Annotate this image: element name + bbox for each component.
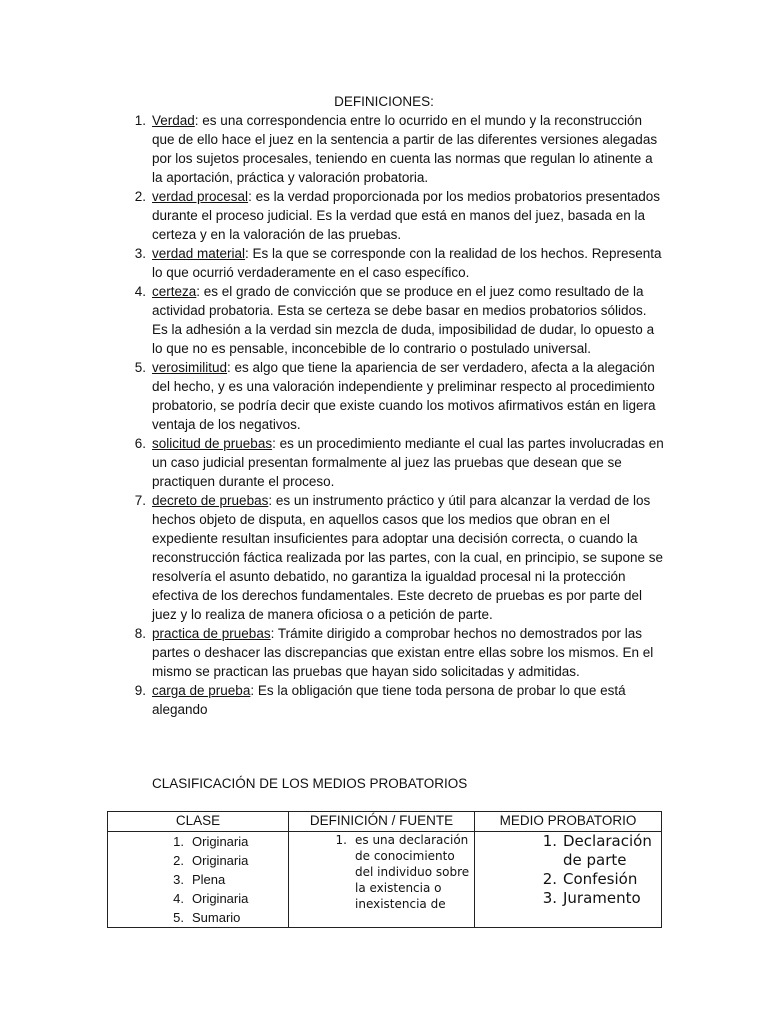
definition-text: : es un procedimiento mediante el cual las partes involucradas en un caso judicial presentan formalmente al juez las pruebas que desean que se practiquen durante el proceso. <box>152 436 664 489</box>
definition-number: 3. <box>134 246 146 261</box>
list-number: 1. <box>542 832 557 850</box>
definition-number: 5. <box>134 360 146 375</box>
list-text: Juramento <box>563 889 641 907</box>
list-text: Originaria <box>192 891 249 906</box>
definition-number: 4. <box>134 284 146 299</box>
list-item <box>168 870 288 889</box>
list-item <box>331 832 470 912</box>
medio-list <box>475 832 661 908</box>
list-item <box>168 851 288 870</box>
definition-text: : es la verdad proporcionada por los medios probatorios presentados durante el proceso judicial. Es la verdad que está en manos del juez, basada en la certeza y en la valoración de las pruebas. <box>152 189 661 242</box>
definicion-box <box>289 832 474 926</box>
definition-term: decreto de pruebas <box>152 493 269 508</box>
document-title: DEFINICIONES: <box>334 94 434 109</box>
table-row <box>108 832 662 928</box>
definition-item <box>126 681 666 719</box>
list-text: Plena <box>192 872 226 887</box>
list-text: Sumario <box>192 910 241 925</box>
list-text: Originaria <box>192 853 249 868</box>
definition-text: : es el grado de convicción que se produce en el juez como resultado de la actividad probatoria. Esta se certeza se debe basar en medios probatorios sólidos. Es la adhesión a la verdad sin mezcla de duda, imposibilidad de dudar, lo opuesto a lo que no es pensable, inconcebible de lo contrario o postulado universal. <box>152 284 655 356</box>
definition-text: : Es la que se corresponde con la realidad de los hechos. Representa lo que ocurrió verdaderamente en el caso específico. <box>152 246 662 280</box>
list-number: 2. <box>542 870 557 888</box>
list-item <box>168 908 288 927</box>
definition-text: : Es la obligación que tiene toda persona de probar lo que está alegando <box>152 683 626 717</box>
definition-number: 1. <box>134 113 146 128</box>
definition-number: 6. <box>134 436 146 451</box>
list-item <box>168 889 288 908</box>
definition-text: : es una correspondencia entre lo ocurrido en el mundo y la reconstrucción que de ello hace el juez en la sentencia a partir de las diferentes versiones alegadas por los sujetos procesales, teniendo en cuenta las normas que regulan lo atinente a la aportación, práctica y valoración probatoria. <box>152 113 658 185</box>
definition-item <box>126 282 666 358</box>
definition-term: solicitud de pruebas <box>152 436 273 451</box>
definition-item <box>126 111 666 187</box>
definition-number: 2. <box>134 189 146 204</box>
definition-term: verdad procesal <box>152 189 249 204</box>
definition-item <box>126 358 666 434</box>
definition-term: Verdad <box>152 113 195 128</box>
list-number: 1. <box>335 833 347 847</box>
definition-item <box>126 187 666 244</box>
definition-text: : es un instrumento práctico y útil para alcanzar la verdad de los hechos objeto de disputa, en aquellos casos que los medios que obran en el expediente resultan insuficientes para adoptar una decisión correcta, o cuando la reconstrucción fáctica realizada por las partes, con la cual, en principio, se supone se resolvería el asunto debatido, no garantiza la igualdad procesal ni la protección efectiva de los derechos fundamentales. Este decreto de pruebas es por parte del juez y lo realiza de manera oficiosa o a petición de parte. <box>152 493 664 622</box>
header-clase: CLASE <box>108 812 289 832</box>
definition-term: certeza <box>152 284 197 299</box>
list-number: 1. <box>173 834 184 849</box>
definition-item <box>126 434 666 491</box>
header-medio: MEDIO PROBATORIO <box>475 812 662 832</box>
definition-term: verdad material <box>152 246 246 261</box>
definitions-list <box>126 111 666 719</box>
cell-medio <box>475 832 662 928</box>
definition-text: : es algo que tiene la apariencia de ser verdadero, afecta a la alegación del hecho, y es una valoración independiente y preliminar respecto al procedimiento probatorio, se podría decir que existe cuando los motivos afirmativos están en ligera ventaja de los negativos. <box>152 360 656 432</box>
definition-number: 9. <box>134 683 146 698</box>
list-item <box>168 832 288 851</box>
definition-text: : Trámite dirigido a comprobar hechos no demostrados por las partes o deshacer las discrepancias que existan entre ellas sobre los mismos. En el mismo se practican las pruebas que hayan sido solicitadas y admitidas. <box>152 626 654 679</box>
definition-number: 8. <box>134 626 146 641</box>
classification-table <box>107 811 662 928</box>
table-header-row <box>108 812 662 832</box>
list-item <box>537 889 657 908</box>
definition-term: verosimilitud <box>152 360 228 375</box>
list-number: 3. <box>173 872 184 887</box>
definicion-list <box>289 832 474 912</box>
definition-term: practica de pruebas <box>152 626 271 641</box>
definition-number: 7. <box>134 493 146 508</box>
list-number: 3. <box>542 889 557 907</box>
list-number: 5. <box>173 910 184 925</box>
definition-item <box>126 491 666 624</box>
list-text: es una declaración de conocimiento del individuo sobre la existencia o inexistencia de <box>355 833 470 911</box>
definition-term: carga de prueba <box>152 683 251 698</box>
header-definicion: DEFINICIÓN / FUENTE <box>289 812 475 832</box>
list-text: Confesión <box>563 870 638 888</box>
list-number: 2. <box>173 853 184 868</box>
list-text: Originaria <box>192 834 249 849</box>
cell-clase <box>108 832 289 928</box>
classification-heading: CLASIFICACIÓN DE LOS MEDIOS PROBATORIOS <box>152 776 468 791</box>
list-number: 4. <box>173 891 184 906</box>
definition-item <box>126 624 666 681</box>
list-item <box>537 832 657 870</box>
list-item <box>537 870 657 889</box>
list-text: Declaración de parte <box>563 832 652 869</box>
cell-definicion <box>289 832 475 928</box>
clase-list <box>108 832 288 927</box>
definition-item <box>126 244 666 282</box>
